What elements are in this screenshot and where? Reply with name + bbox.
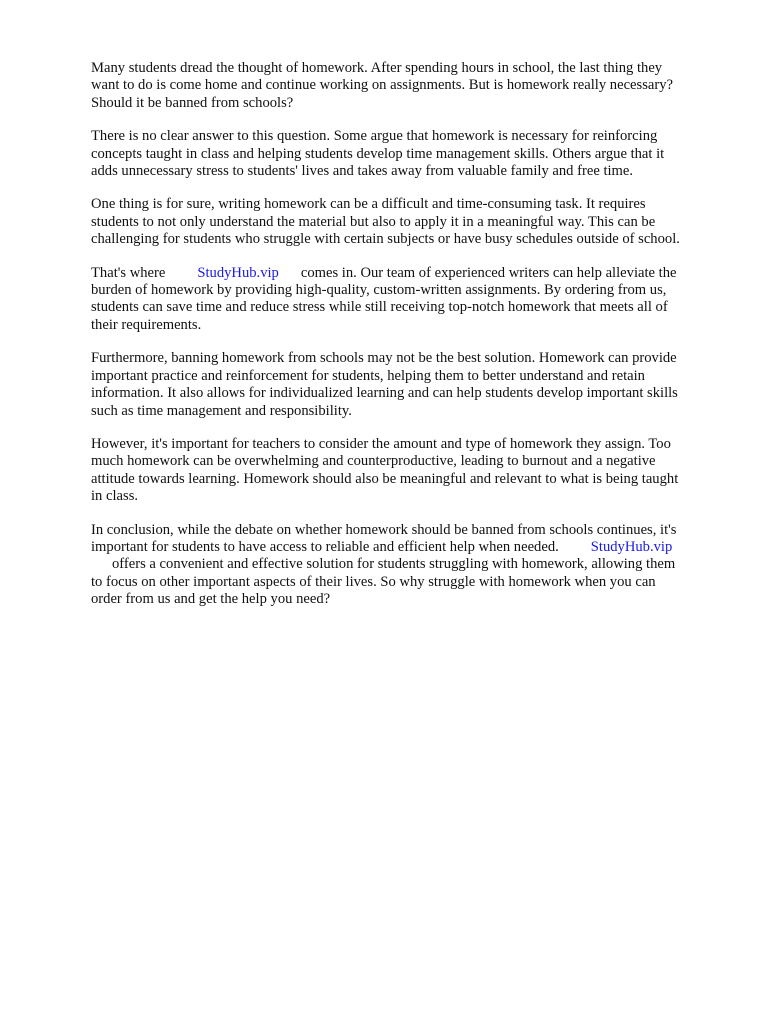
text-line: In conclusion, while the debate on whether homework should be banned from schools continues, it's: [91, 521, 677, 538]
text-line: burden of homework by providing high-quality, custom-written assignments. By ordering from us,: [91, 282, 667, 299]
paragraph-service: [91, 265, 731, 335]
document-body: [91, 60, 731, 625]
studyhub-link[interactable]: StudyHub.vip: [197, 264, 279, 281]
text-line: order from us and get the help you need?: [91, 591, 331, 608]
text-line: [91, 265, 731, 282]
text-line: concepts taught in class and helping students develop time management skills. Others argue that it: [91, 145, 665, 162]
paragraph-debate: [91, 128, 731, 180]
text-segment: important for students to have access to reliable and efficient help when needed.: [91, 538, 559, 555]
text-line: such as time management and responsibility.: [91, 402, 352, 419]
paragraph-intro: [91, 60, 731, 112]
paragraph-teachers: [91, 436, 731, 506]
text-line: challenging for students who struggle with certain subjects or have busy schedules outside of school.: [91, 231, 680, 248]
text-line: information. It also allows for individualized learning and can help students develop important skills: [91, 385, 678, 402]
text-line: Many students dread the thought of homework. After spending hours in school, the last thing they: [91, 60, 663, 76]
paragraph-banning: [91, 350, 731, 420]
text-line: However, it's important for teachers to consider the amount and type of homework they assign. Too: [91, 435, 671, 452]
text-line: to focus on other important aspects of their lives. So why struggle with homework when you can: [91, 573, 656, 590]
text-segment: comes in. Our team of experienced writers can help alleviate the: [300, 264, 677, 281]
paragraph-conclusion: [91, 522, 731, 609]
text-line: offers a convenient and effective solution for students struggling with homework, allowing them: [112, 556, 676, 573]
text-line: important practice and reinforcement for students, helping them to better understand and retain: [91, 367, 645, 384]
text-line: students can save time and reduce stress while still receiving top-notch homework that meets all of: [91, 299, 668, 316]
text-line: want to do is come home and continue working on assignments. But is homework really necessary?: [91, 77, 674, 94]
text-line: [91, 539, 731, 556]
text-line: attitude towards learning. Homework should also be meaningful and relevant to what is being taught: [91, 470, 679, 487]
paragraph-difficulty: [91, 196, 731, 248]
text-line: There is no clear answer to this question. Some argue that homework is necessary for reinforcing: [91, 128, 658, 145]
text-line: Should it be banned from schools?: [91, 94, 294, 111]
text-segment: That's where: [91, 264, 166, 281]
studyhub-link[interactable]: StudyHub.vip: [590, 538, 673, 555]
text-line: in class.: [91, 488, 139, 505]
text-line: One thing is for sure, writing homework can be a difficult and time-consuming task. It requires: [91, 196, 646, 213]
text-line: Furthermore, banning homework from schools may not be the best solution. Homework can provide: [91, 350, 677, 367]
text-line: adds unnecessary stress to students' lives and takes away from valuable family and free time.: [91, 163, 634, 180]
text-line: their requirements.: [91, 316, 202, 333]
text-line: students to not only understand the material but also to apply it in a meaningful way. This can be: [91, 213, 656, 230]
text-line: much homework can be overwhelming and counterproductive, leading to burnout and a negative: [91, 453, 656, 470]
